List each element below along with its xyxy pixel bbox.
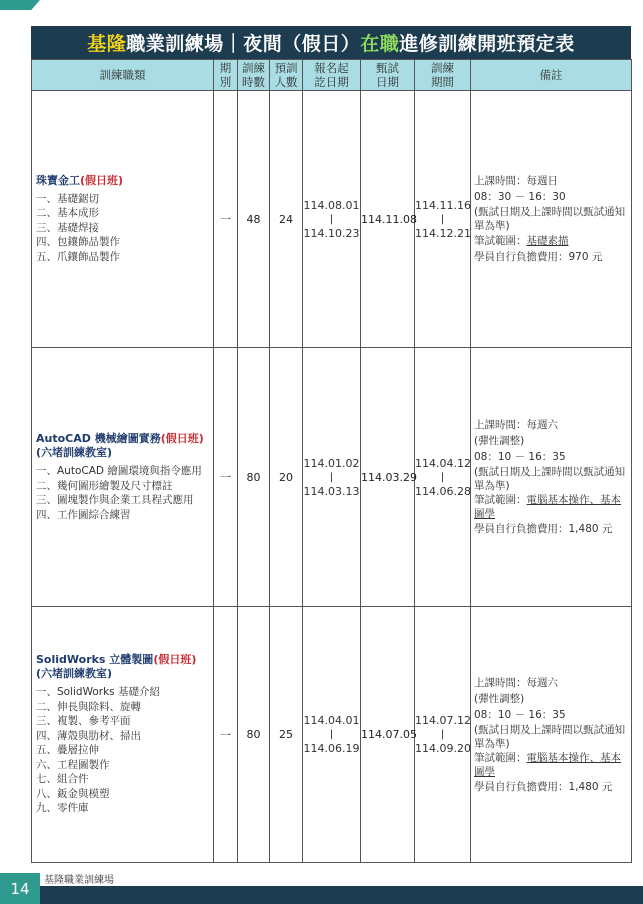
topic-list (36, 192, 209, 265)
course-location: (六堵訓練教室) (36, 667, 113, 681)
list-item: 六、工程圖製作 (36, 758, 110, 771)
list-item: 二、幾何圖形繪製及尺寸標註 (36, 479, 173, 492)
list-item: 五、疊層拉伸 (36, 744, 99, 757)
training-period-cell: 114.07.12 | 114.09.20 (415, 607, 471, 863)
course-name: AutoCAD 機械繪圖實務(假日班) (36, 432, 204, 445)
title-part-keelung: 基隆 (87, 33, 127, 55)
header-period: 期 別 (214, 60, 238, 91)
notes-cell: 上課時間：每週日 08：30 － 16：30 (甄試日期及上課時間以甄試通知單為準) 筆試範圍：基礎素描 學員自行負擔費用：970 元 (471, 91, 632, 348)
footer-bar (0, 886, 643, 904)
header-trainees: 預訓 人數 (270, 60, 303, 91)
list-item: 三、複製、參考平面 (36, 715, 131, 728)
course-cell (32, 348, 214, 607)
registration-cell: 114.04.01 | 114.06.19 (303, 607, 361, 863)
course-cell (32, 607, 214, 863)
registration-cell: 114.08.01 | 114.10.23 (303, 91, 361, 348)
schedule-table (31, 59, 632, 863)
period-cell: 一 (214, 91, 238, 348)
list-item: 二、基本成形 (36, 207, 99, 220)
header-notes: 備註 (471, 60, 632, 91)
table-row (32, 348, 632, 607)
header-course: 訓練職類 (32, 60, 214, 91)
table-row (32, 91, 632, 348)
course-location: (六堵訓練教室) (36, 446, 113, 459)
course-cell (32, 91, 214, 348)
list-item: 四、薄殼與肋材、掃出 (36, 729, 141, 742)
period-cell: 一 (214, 607, 238, 863)
training-period-cell: 114.11.16 | 114.12.21 (415, 91, 471, 348)
list-item: 四、包鑲飾品製作 (36, 236, 120, 249)
list-item: 九、零件庫 (36, 802, 89, 815)
hours-cell: 80 (238, 607, 270, 863)
page-title (31, 26, 631, 59)
exam-date-cell: 114.03.29 (361, 348, 415, 607)
topic-list (36, 685, 209, 816)
list-item: 四、工作圖綜合練習 (36, 508, 131, 521)
trainees-cell: 24 (270, 91, 303, 348)
list-item: 七、組合件 (36, 773, 89, 786)
trainees-cell: 25 (270, 607, 303, 863)
list-item: 二、伸長與除料、旋轉 (36, 700, 141, 713)
course-name: SolidWorks 立體製圖(假日班) (36, 653, 197, 667)
header-exam-date: 甄試 日期 (361, 60, 415, 91)
trainees-cell: 20 (270, 348, 303, 607)
period-cell: 一 (214, 348, 238, 607)
registration-cell: 114.01.02 | 114.03.13 (303, 348, 361, 607)
title-part-inservice: 在職 (360, 33, 400, 55)
notes-cell: 上課時間：每週六 (彈性調整) 08：10 － 16：35 (甄試日期及上課時間以甄試通知單為準) 筆試範圍：電腦基本操作、基本圖學 學員自行負擔費用：1,480 元 (471, 607, 632, 863)
list-item: 一、AutoCAD 繪圖環境與指令應用 (36, 465, 202, 477)
title-part-center: 職業訓練場｜夜間（假日） (126, 33, 361, 55)
corner-tab-decoration (0, 0, 40, 10)
course-name: 珠寶金工(假日班) (36, 173, 124, 187)
hours-cell: 48 (238, 91, 270, 348)
footer-org-name: 基隆職業訓練場 (44, 875, 114, 886)
header-row (32, 60, 632, 91)
table-row (32, 607, 632, 863)
list-item: 三、圖塊製作與企業工具程式應用 (36, 494, 194, 506)
exam-date-cell: 114.07.05 (361, 607, 415, 863)
list-item: 五、爪鑲飾品製作 (36, 250, 120, 263)
list-item: 一、基礎鋸切 (36, 192, 99, 205)
header-training-period: 訓練 期間 (415, 60, 471, 91)
list-item: 三、基礎焊接 (36, 221, 99, 234)
exam-date-cell: 114.11.08 (361, 91, 415, 348)
list-item: 八、鈑金與模塑 (36, 787, 110, 800)
header-hours: 訓練 時數 (238, 60, 270, 91)
page-number: 14 (0, 873, 40, 904)
topic-list (36, 464, 209, 522)
hours-cell: 80 (238, 348, 270, 607)
notes-cell: 上課時間：每週六 (彈性調整) 08：10 － 16：35 (甄試日期及上課時間以甄試通知單為準) 筆試範圍：電腦基本操作、基本圖學 學員自行負擔費用：1,480 元 (471, 348, 632, 607)
list-item: 一、SolidWorks 基礎介紹 (36, 686, 160, 699)
training-period-cell: 114.04.12 | 114.06.28 (415, 348, 471, 607)
title-part-schedule: 進修訓練開班預定表 (399, 33, 575, 55)
header-registration: 報名起 訖日期 (303, 60, 361, 91)
